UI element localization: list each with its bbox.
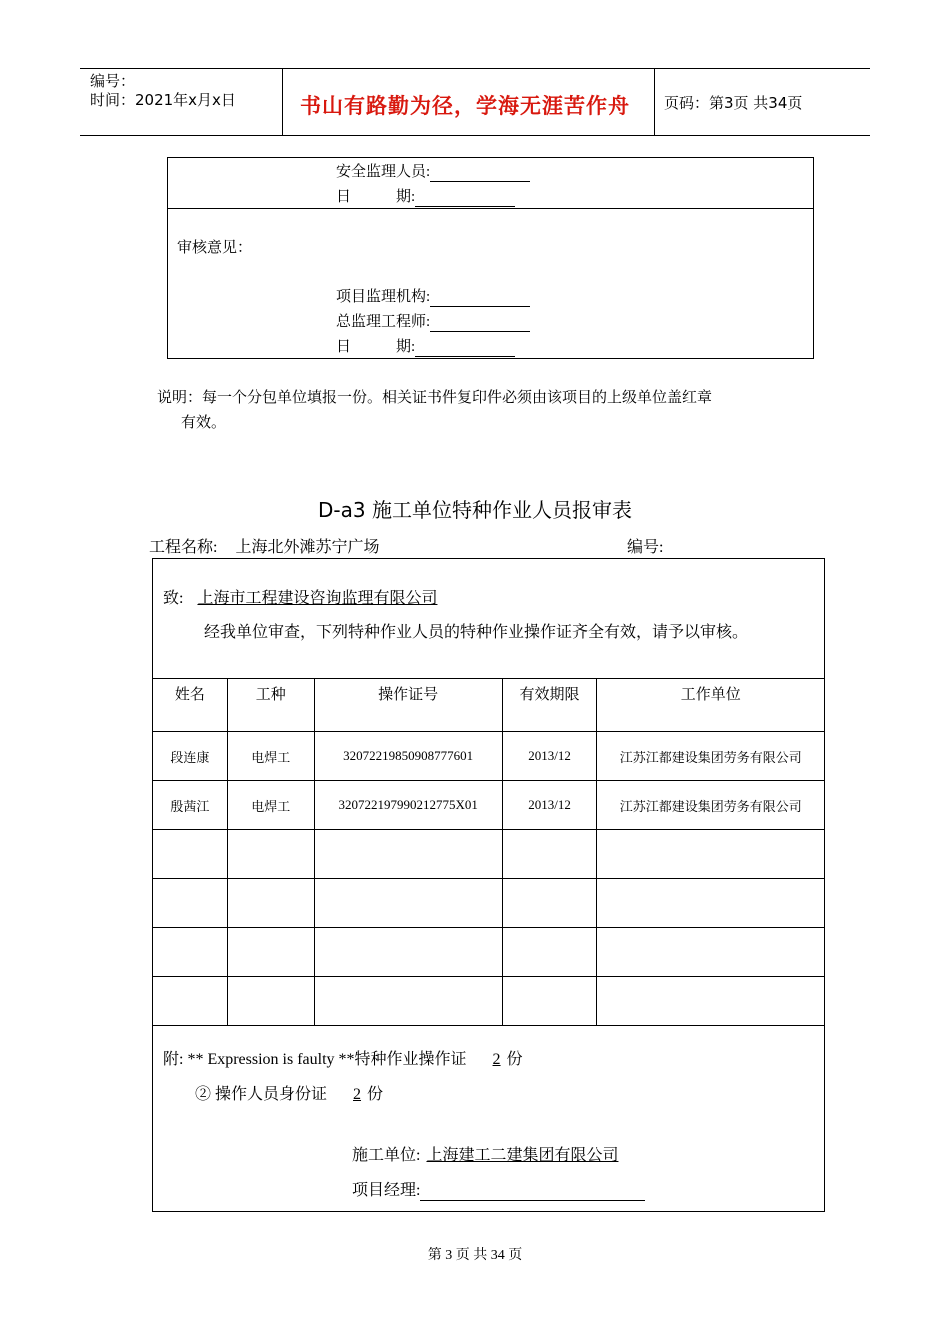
form-title: D-a3 施工单位特种作业人员报审表 [318,498,632,522]
cell-name[interactable] [153,977,228,1026]
project-name-value: 上海北外滩苏宁广场 [235,539,380,556]
table-row [153,781,825,830]
cell-certificate: 32072219850908777601 [314,732,502,781]
cell-validity[interactable] [502,830,597,879]
cell-certificate[interactable] [314,830,502,879]
header-number-label: 编号： [90,72,136,90]
manager-label: 项目经理: [352,1182,421,1199]
header-motto: 书山有路勤为径，学海无涯苦作舟 [300,94,630,118]
safety-supervisor-line[interactable] [430,165,530,182]
attachment-1-unit: 份 [506,1051,523,1068]
column-header: 操作证号 [314,679,502,732]
attachment-2-count: 2 [353,1086,362,1103]
supervision-org-line[interactable] [430,290,530,307]
attachment-2-unit: 份 [367,1086,384,1103]
table-header-row [153,679,825,732]
cell-trade: 电焊工 [227,732,314,781]
cell-validity[interactable] [502,879,597,928]
cell-certificate: 320722197990212775X01 [314,781,502,830]
column-header: 姓名 [153,679,228,732]
project-name-label: 工程名称: [149,539,218,556]
cell-validity[interactable] [502,977,597,1026]
manager-signature-line[interactable] [420,1184,645,1201]
date-label-2: 日 期: [336,339,416,355]
table-row [153,830,825,879]
header-page-info: 页码：第3页 共34页 [664,94,803,112]
date-line-1[interactable] [415,190,515,207]
header-bottom-rule [80,135,870,136]
cell-name: 殷茜江 [153,781,228,830]
footer-page-number: 第 3 页 共 34 页 [427,1248,523,1263]
attachment-2 [195,1085,383,1105]
attachment-1-label: 附: ** Expression is faulty **特种作业操作证 [163,1051,467,1068]
table-row [153,928,825,977]
review-opinion-label: 审核意见： [177,240,253,256]
date-field-1 [336,187,515,207]
contractor-label: 施工单位: [352,1147,421,1164]
contractor-row [352,1146,624,1166]
cell-validity[interactable] [502,928,597,977]
cell-name: 段连康 [153,732,228,781]
cell-name[interactable] [153,928,228,977]
date-label-1: 日 期: [336,189,416,205]
addressee-value: 上海市工程建设咨询监理有限公司 [197,590,438,607]
cell-name[interactable] [153,879,228,928]
cell-employer[interactable] [597,879,825,928]
column-header: 有效期限 [502,679,597,732]
project-name-row [149,538,379,558]
cell-employer: 江苏江都建设集团劳务有限公司 [597,781,825,830]
manager-row [352,1181,645,1201]
addressee-label: 致: [163,590,184,607]
cell-employer[interactable] [597,830,825,879]
date-field-2 [336,337,515,357]
safety-supervisor-label: 安全监理人员: [336,164,431,180]
table-row [153,977,825,1026]
supervision-org-field [336,287,530,307]
note-line-1: 说明：每一个分包单位填报一份。相关证书件复印件必须由该项目的上级单位盖红章 [157,390,713,406]
header-top-rule [80,68,870,69]
table-row [153,732,825,781]
cell-validity: 2013/12 [502,781,597,830]
chief-engineer-field [336,312,530,332]
cell-employer[interactable] [597,928,825,977]
column-header: 工作单位 [597,679,825,732]
addressee-row [163,589,451,609]
attachment-1 [163,1050,523,1070]
safety-supervisor-field [336,162,530,182]
statement-text: 经我单位审查，下列特种作业人员的特种作业操作证齐全有效，请予以审核。 [204,624,749,641]
header-divider-2 [654,69,655,136]
cell-trade[interactable] [227,928,314,977]
table-row [153,879,825,928]
supervision-org-label: 项目监理机构: [336,289,431,305]
cell-trade: 电焊工 [227,781,314,830]
cell-trade[interactable] [227,830,314,879]
chief-engineer-label: 总监理工程师: [336,314,431,330]
header-time: 时间：2021年x月x日 [90,91,236,109]
cell-employer[interactable] [597,977,825,1026]
chief-engineer-line[interactable] [430,315,530,332]
attachment-2-label: ② 操作人员身份证 [195,1086,328,1103]
personnel-table [152,678,825,1026]
cell-certificate[interactable] [314,879,502,928]
review-box-divider [167,208,814,209]
contractor-value: 上海建工二建集团有限公司 [426,1147,619,1164]
cell-employer: 江苏江都建设集团劳务有限公司 [597,732,825,781]
cell-name[interactable] [153,830,228,879]
cell-trade[interactable] [227,879,314,928]
header-divider-1 [282,69,283,136]
cell-trade[interactable] [227,977,314,1026]
date-line-2[interactable] [415,340,515,357]
column-header: 工种 [227,679,314,732]
note-line-2: 有效。 [181,415,227,431]
form-number-label: 编号: [627,539,664,556]
cell-certificate[interactable] [314,928,502,977]
attachment-1-count: 2 [492,1051,501,1068]
cell-validity: 2013/12 [502,732,597,781]
cell-certificate[interactable] [314,977,502,1026]
